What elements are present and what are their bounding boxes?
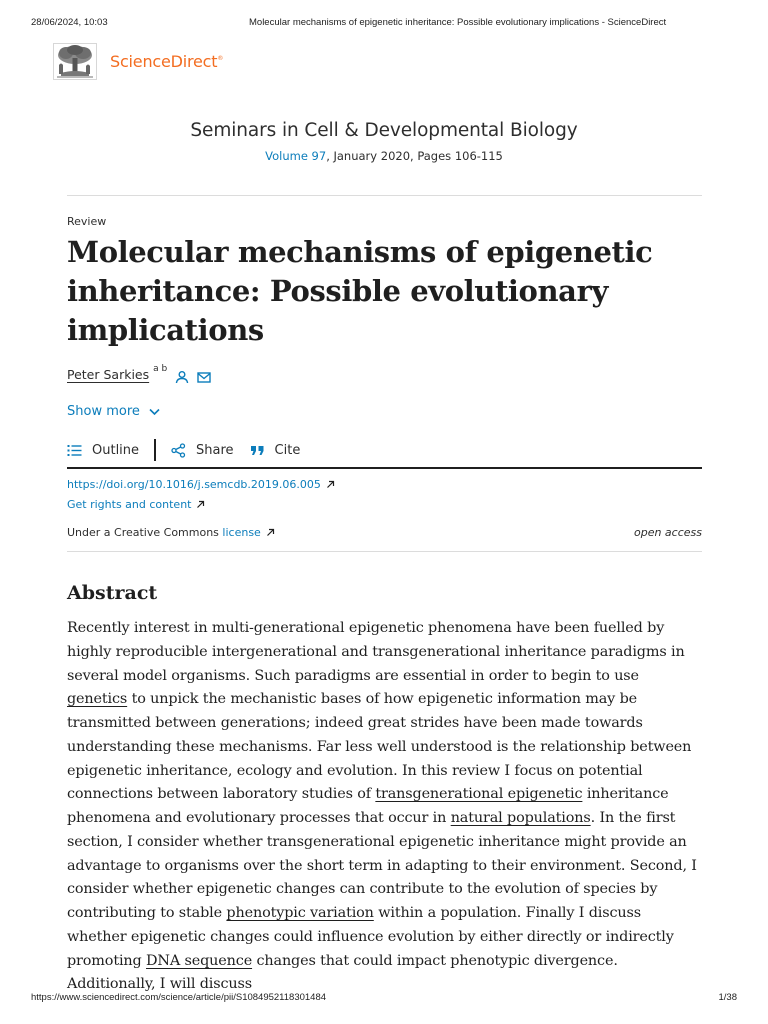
topic-link-phenotypic-variation[interactable]: phenotypic variation [226, 905, 374, 921]
abstract-text: Recently interest in multi-generational epigenetic phenomena have been fuelled by highly reproducible intergenerational and transgenerational inheritance paradigms in several model organisms. Such paradigms are essential in order to begin to use [67, 620, 685, 684]
license-link[interactable]: license [222, 526, 261, 539]
share-label: Share [196, 442, 234, 458]
abstract-text: inheritance phenomena and evolutionary processes that occur in [67, 786, 669, 826]
abstract-text: within a population. Finally I discuss whether epigenetic changes could influence evolution by either directly or indirectly promoting [67, 905, 674, 969]
external-link-icon [266, 528, 275, 537]
chevron-down-icon [148, 405, 161, 418]
doi-row [67, 478, 702, 491]
toolbar-underline [67, 467, 702, 469]
print-page-title: Molecular mechanisms of epigenetic inheritance: Possible evolutionary implications - ScienceDirect [249, 17, 667, 28]
brand-name: ScienceDirect® [110, 51, 224, 71]
topic-link-dna-sequence[interactable]: DNA sequence [146, 952, 253, 969]
print-footer [31, 992, 737, 1006]
abstract-heading: Abstract [67, 582, 158, 604]
journal-meta [0, 149, 768, 163]
topic-link-transgenerational-epigenetic[interactable]: transgenerational epigenetic [375, 786, 583, 803]
article-title: Molecular mechanisms of epigenetic inheritance: Possible evolutionary implications [67, 235, 653, 347]
doi-link[interactable]: https://doi.org/10.1016/j.semcdb.2019.06.005 [67, 478, 321, 491]
topic-link-genetics[interactable]: genetics [67, 691, 128, 708]
sciencedirect-logo[interactable] [53, 41, 223, 81]
author-affiliations[interactable]: a b [153, 364, 168, 374]
share-button[interactable] [171, 443, 234, 458]
license-prefix: Under a Creative Commons [67, 526, 223, 539]
print-page-number: 1/38 [718, 992, 737, 1003]
cite-button[interactable] [250, 443, 301, 458]
divider [67, 551, 702, 552]
print-header [31, 17, 737, 31]
abstract-text: changes that could impact phenotypic divergence. Additionally, I will discuss [67, 952, 618, 993]
outline-label: Outline [92, 442, 140, 458]
toolbar-separator [154, 439, 156, 461]
journal-title[interactable]: Seminars in Cell & Developmental Biology [190, 120, 578, 141]
show-more-label: Show more [67, 404, 140, 419]
article-type: Review [67, 215, 107, 228]
email-icon[interactable] [197, 370, 211, 384]
rights-row [67, 498, 702, 511]
volume-link[interactable]: Volume 97 [265, 149, 327, 163]
list-icon [67, 443, 82, 458]
rights-link[interactable]: Get rights and content [67, 498, 192, 511]
article-toolbar [67, 437, 702, 463]
open-access-label: open access [633, 526, 702, 539]
topic-link-natural-populations[interactable]: natural populations [450, 810, 591, 826]
abstract-body [67, 617, 702, 997]
divider [67, 195, 702, 196]
abstract-text: . In the first section, I consider whether transgenerational epigenetic inheritance might provide an advantage to organisms over the short term in adapting to their environment. Second, I consider whether epigenetic changes can contribute to the evolution of species by contributing to stable [67, 810, 697, 921]
external-link-icon [326, 480, 335, 489]
author-row [67, 365, 702, 385]
person-icon[interactable] [175, 370, 189, 384]
external-link-icon [196, 500, 205, 509]
author-name-link[interactable]: Peter Sarkies [67, 367, 150, 382]
outline-button[interactable] [67, 443, 139, 458]
quote-icon [250, 443, 265, 458]
show-more-button[interactable] [67, 404, 702, 419]
cite-label: Cite [274, 442, 301, 458]
abstract-text: to unpick the mechanistic bases of how epigenetic information may be transmitted between generations; indeed great strides have been made towards understanding these mechanisms. Far less well understood is the relationship between epigenetic inheritance, ecology and evolution. In this review I focus on potential connections between laboratory studies of [67, 691, 692, 803]
print-datetime: 28/06/2024, 10:03 [31, 17, 108, 28]
license-row [67, 526, 702, 539]
share-icon [171, 443, 186, 458]
elsevier-tree-icon [53, 43, 97, 80]
print-url: https://www.sciencedirect.com/science/article/pii/S1084952118301484 [31, 992, 327, 1003]
issue-details: , January 2020, Pages 106-115 [326, 149, 503, 163]
